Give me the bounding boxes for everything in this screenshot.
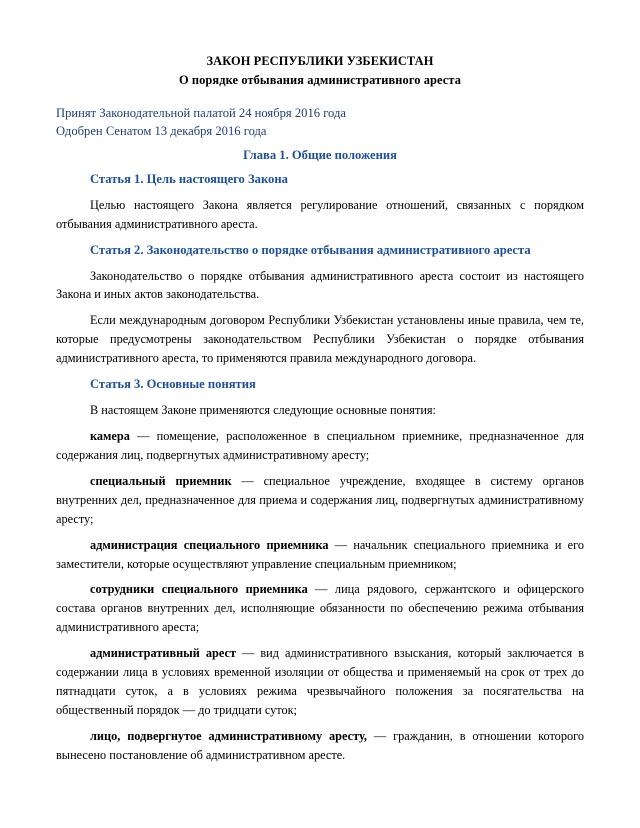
term-item <box>56 727 584 765</box>
term-label: сотрудники специального приемника <box>90 582 308 597</box>
adoption-line-senate: Одобрен Сенатом 13 декабря 2016 года <box>56 124 267 139</box>
term-item <box>56 427 584 465</box>
term-item <box>56 580 584 637</box>
term-definition: — помещение, расположенное в специальном приемнике, предназначенное для содержания лиц, подвергнутых административному аресту; <box>56 428 584 462</box>
article-2-paragraph-1: Законодательство о порядке отбывания административного ареста состоит из настоящего Закона и иных актов законодательства. <box>56 268 584 302</box>
term-item <box>56 536 584 574</box>
article-1-heading: Статья 1. Цель настоящего Закона <box>90 171 288 186</box>
article-1-paragraph-1: Целью настоящего Закона является регулирование отношений, связанных с порядком отбывания административного ареста. <box>56 197 584 231</box>
term-item <box>56 472 584 529</box>
term-definition: — специальное учреждение, входящее в систему органов внутренних дел, предназначенное для приема и содержания лиц, подвергнутых административному аресту; <box>56 473 584 526</box>
term-label: лицо, подвергнутое административному аресту, <box>90 728 367 743</box>
document-title: ЗАКОН РЕСПУБЛИКИ УЗБЕКИСТАН <box>206 54 434 68</box>
term-label: административный арест <box>90 646 236 661</box>
adoption-line-chamber: Принят Законодательной палатой 24 ноября 2016 года <box>56 105 346 120</box>
article-2-heading: Статья 2. Законодательство о порядке отбывания административного ареста <box>90 242 531 257</box>
chapter-heading: Глава 1. Общие положения <box>243 147 397 162</box>
article-3-intro: В настоящем Законе применяются следующие основные понятия: <box>90 403 436 418</box>
term-definition: — начальник специального приемника и его заместители, которые осуществляют управление специальным приемником; <box>56 537 584 571</box>
term-item <box>56 644 584 720</box>
document-subtitle: О порядке отбывания административного ареста <box>178 72 462 87</box>
term-definition: — лица рядового, сержантского и офицерского состава органов внутренних дел, исполняющие обязанности по обеспечению режима отбывания административного ареста; <box>56 582 584 635</box>
article-3-heading: Статья 3. Основные понятия <box>90 377 256 392</box>
adoption-block <box>56 104 584 141</box>
term-label: камера <box>90 428 130 443</box>
term-definition: — вид административного взыскания, который заключается в содержании лица в условиях временной изоляции от общества и применяемый на срок от трех до пятнадцати суток, а в условиях режима чрезвычайного положения за посягательства на общественный порядок — до тридцати суток; <box>56 646 584 717</box>
term-label: специальный приемник <box>90 473 232 488</box>
term-definition: — гражданин, в отношении которого вынесено постановление об административном аресте. <box>56 728 584 762</box>
article-2-paragraph-2: Если международным договором Республики Узбекистан установлены иные правила, чем те, которые предусмотрены законодательством Республики Узбекистан о порядке отбывания административного ареста, то применяются правила международного договора. <box>56 313 584 366</box>
term-label: администрация специального приемника <box>90 537 329 552</box>
